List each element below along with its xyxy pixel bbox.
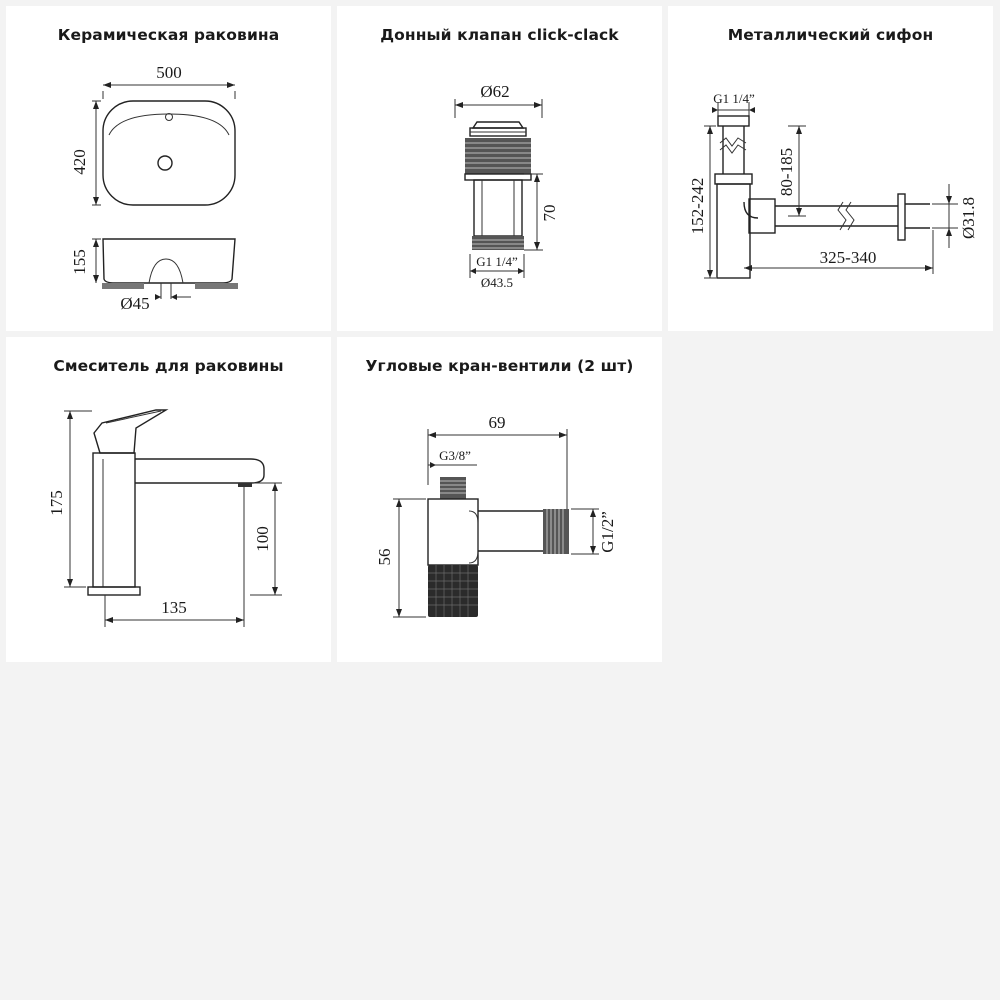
basin-depth-label: 420	[70, 149, 89, 175]
siphon-top-nut	[718, 116, 749, 126]
angle-valve-drawing	[337, 337, 662, 662]
panel-title: Донный клапан click-clack	[380, 26, 619, 44]
countertop-left	[102, 283, 144, 289]
siphon-drop-label: 80-185	[777, 147, 796, 197]
faucet-drawing	[6, 337, 331, 662]
valve-length-label: 69	[488, 413, 506, 432]
basin-inner-rim	[109, 114, 229, 135]
siphon-drawing	[668, 6, 993, 331]
valve-thread-label: G1 1/4”	[476, 254, 518, 269]
panel-title: Керамическая раковина	[57, 26, 280, 44]
wall-flange	[898, 194, 905, 240]
siphon-outlet-label: Ø31.8	[959, 196, 978, 240]
panel-faucet	[6, 337, 331, 662]
siphon-reach-label: 325-340	[819, 248, 877, 267]
inlet-thread-label: G3/8”	[439, 448, 471, 463]
panel-angle-valves	[337, 337, 662, 662]
faucet-base	[88, 587, 140, 595]
drain-hole	[158, 156, 172, 170]
flange-label: Ø62	[480, 82, 510, 101]
valve-tube	[474, 180, 522, 236]
valve-height-label: 56	[375, 548, 394, 566]
siphon-thread-label: G1 1/4”	[713, 91, 755, 106]
faucet-reach-label: 135	[161, 598, 187, 617]
basin-drain-arch	[149, 259, 183, 283]
basin-drain-label: Ø45	[120, 294, 150, 313]
basin-top-outline	[103, 101, 235, 205]
basin-width-label: 500	[156, 63, 182, 82]
valve-cap	[473, 122, 523, 128]
siphon-height-label: 152-242	[688, 177, 707, 235]
faucet-body	[93, 453, 135, 587]
inlet-thread	[440, 477, 466, 499]
faucet-hole	[166, 114, 173, 121]
valve-body-label: Ø43.5	[480, 275, 514, 290]
panel-ceramic-basin	[6, 6, 331, 331]
panel-siphon	[668, 6, 993, 331]
faucet-handle	[94, 410, 166, 453]
basin-height-label: 155	[70, 249, 89, 275]
siphon-outlet-nut	[749, 199, 775, 233]
valve-nut	[465, 174, 531, 180]
countertop-right	[195, 283, 238, 289]
siphon-bottle	[717, 184, 750, 278]
faucet-height-label: 175	[47, 490, 66, 516]
basin-side-outline	[103, 239, 235, 283]
drain-valve-drawing	[337, 6, 662, 331]
basin-drawing	[6, 6, 331, 331]
faucet-spout	[135, 459, 264, 483]
spout-height-label: 100	[253, 526, 272, 552]
panel-title: Угловые кран-вентили (2 шт)	[365, 357, 634, 375]
valve-length-label: 70	[540, 204, 559, 222]
valve-body	[428, 499, 478, 565]
panel-title: Смеситель для раковины	[53, 357, 284, 375]
panel-title: Металлический сифон	[727, 26, 934, 44]
panel-drain-valve	[337, 6, 662, 331]
break-mark-1	[720, 138, 746, 146]
outlet-thread-label: G1/2”	[598, 511, 617, 553]
siphon-bottle-cap	[715, 174, 752, 184]
